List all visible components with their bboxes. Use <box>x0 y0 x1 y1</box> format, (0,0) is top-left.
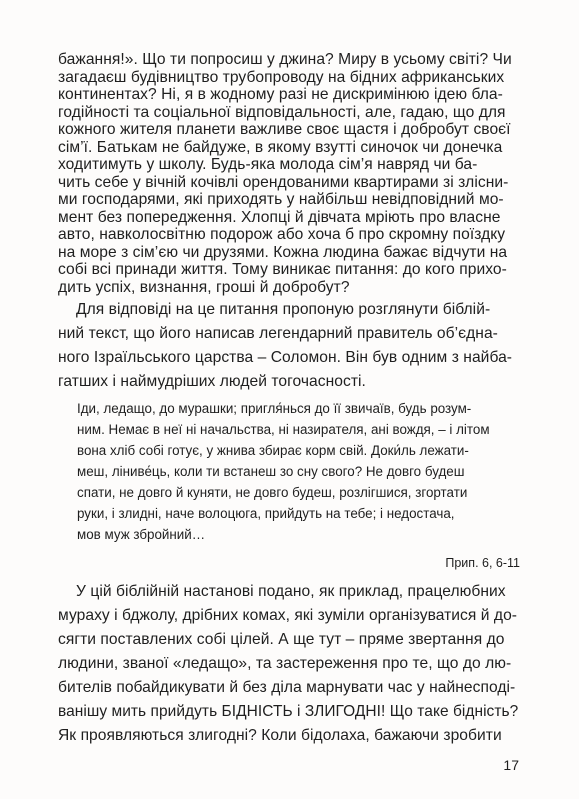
text-line: дить успіх, визнання, гроші й добробут? <box>58 279 350 296</box>
text-line: чить себе у вічній кочівлі орендованими квартирами зі злісни- <box>58 173 509 191</box>
text-line: Як проявляються злигодні? Коли бідолаха, бажаючи зробити <box>58 727 502 744</box>
quote-line: спати, не довго й куняти, не довго будеш, розлігшися, згортати <box>77 485 468 500</box>
text-line: на море з сім’єю чи друзями. Кожна людина бажає відчути на <box>58 243 508 261</box>
text-line: ванішу мить прийдуть БІДНІСТЬ і ЗЛИГОДНІ! Що таке бідність? <box>58 703 519 720</box>
text-line: гатших і наймудріших людей тогочасності. <box>58 373 366 390</box>
page-number: 17 <box>503 757 519 773</box>
text-line: ходитимуть у школу. Будь-яка молода сім’я навряд чи ба- <box>58 156 478 174</box>
text-line: ного Ізраїльського царства – Соломон. Він був одним з найба- <box>58 349 513 366</box>
text-line: собі всі принади життя. Тому виникає питання: до кого прихо- <box>58 261 507 279</box>
text-line: мент без попередження. Хлопці й дівчата мріють про власне <box>58 208 501 226</box>
quote-line: меш, ліниве́ць, коли ти встанеш зо сну свого? Не довго будеш <box>77 464 465 479</box>
text-line: сім’ї. Батькам не байдуже, в якому взутті синочок чи донечка <box>58 138 503 156</box>
quote-line: ним. Немає в неї ні начальства, ні назирателя, ані вождя, – і літом <box>77 422 490 437</box>
quote-line: мов муж збройний… <box>77 527 206 542</box>
text-line: людини, званої «ледащо», та застереження про те, що до лю- <box>58 655 512 672</box>
quote-line: руки, і злидні, наче волоцюга, прийдуть на тебе; і недостача, <box>77 506 455 521</box>
quote-reference: Прип. 6, 6-11 <box>445 556 520 570</box>
quote-line: Іди, ледащо, до мурашки; пригля́нься до її звичаїв, будь розум- <box>77 401 472 416</box>
text-line: континентах? Ні, я в жодному разі не дискримінюю ідею бла- <box>58 86 503 104</box>
text-line: бителів побайдикувати й без діла марнувати час у найнесподі- <box>58 679 516 696</box>
text-line: загадаєш будівництво трубопроводу на бідних африканських <box>58 68 505 86</box>
text-line: годійності та соціальної відповідальності, але, гадаю, що для <box>58 103 506 121</box>
text-line: авто, навколосвітню подорож або хоча б про скромну поїздку <box>58 226 506 244</box>
text-line: Для відповіді на це питання пропоную розглянути біблій- <box>76 301 491 318</box>
text-line: бажання!». Що ти попросиш у джина? Миру в усьому світі? Чи <box>58 51 512 68</box>
text-line: ми господарями, які приходять у найбільш невідповідний мо- <box>58 191 504 209</box>
text-line: У цій біблійній настанові подано, як приклад, працелюбних <box>76 583 506 600</box>
text-line: сягти поставлених собі цілей. А ще тут – пряме звертання до <box>58 631 505 648</box>
text-line: мураху і бджолу, дрібних комах, які зуміли організуватися й до- <box>58 607 518 624</box>
text-line: ний текст, що його написав легендарний правитель об’єдна- <box>58 325 498 342</box>
text-line: кожного жителя планети важливе своє щастя і добробут своєї <box>58 121 511 139</box>
quote-line: вона хліб собі готує, у жнива збирає корм свій. Доки́ль лежати- <box>77 443 469 458</box>
